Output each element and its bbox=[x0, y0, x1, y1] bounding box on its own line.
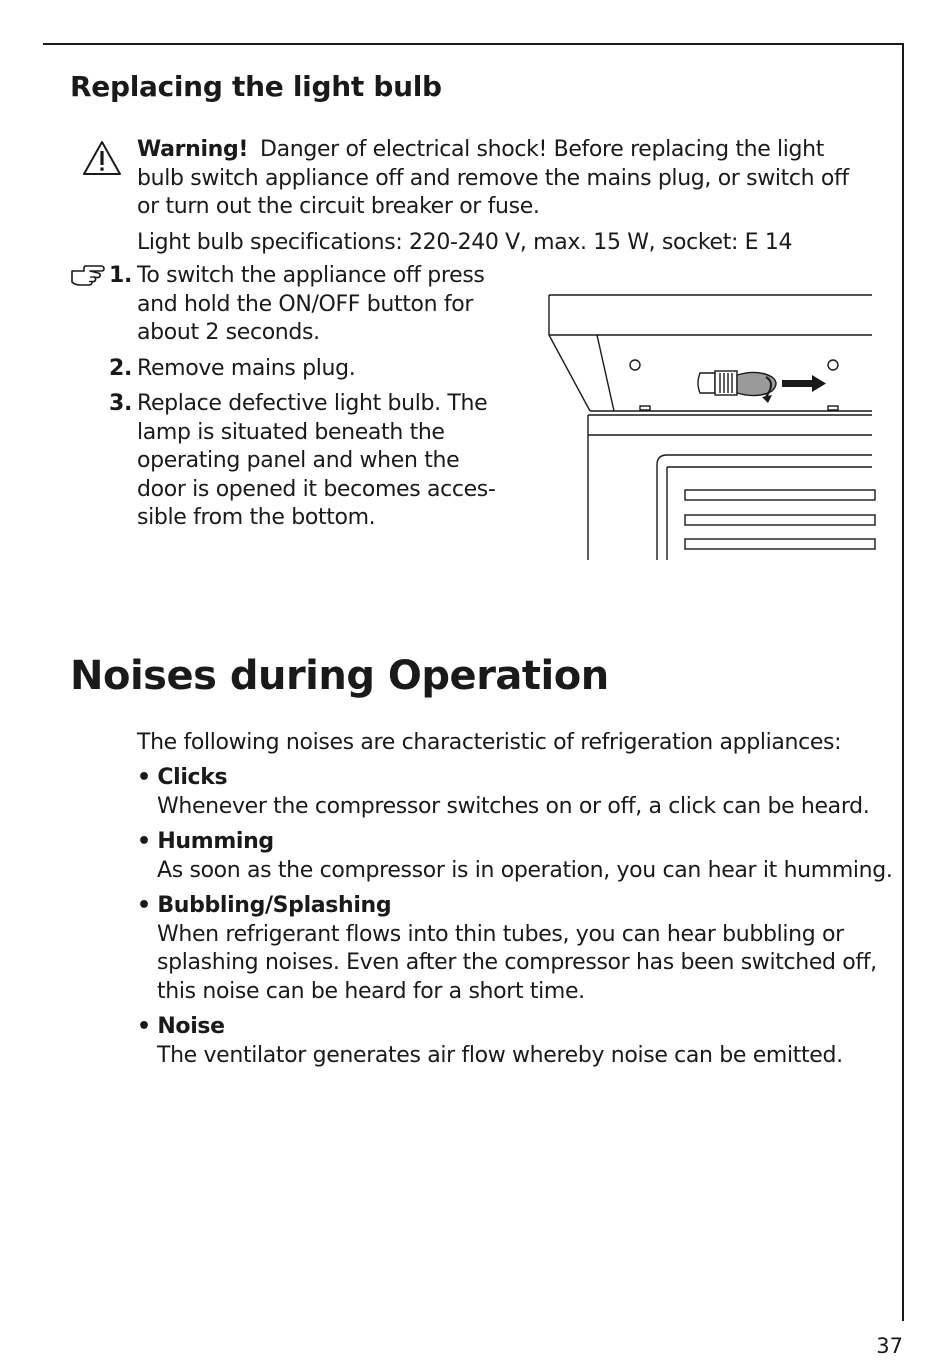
lamp-illustration bbox=[540, 285, 880, 570]
top-rule bbox=[43, 43, 904, 45]
noises-intro: The following noises are characteristic of refrigeration appliances: bbox=[137, 730, 842, 755]
right-rule bbox=[902, 43, 904, 1321]
section-title: Replacing the light bulb bbox=[70, 70, 442, 103]
noise-item bbox=[137, 1013, 897, 1070]
steps-list bbox=[0, 262, 500, 540]
page-number: 37 bbox=[876, 1334, 903, 1358]
noise-name: Bubbling/Splashing bbox=[157, 893, 392, 918]
step-text: Remove mains plug. bbox=[137, 355, 356, 381]
step-number: 3. bbox=[109, 391, 132, 416]
step-number: 1. bbox=[109, 263, 132, 288]
step-number: 2. bbox=[109, 355, 132, 381]
bullet: • bbox=[137, 1014, 151, 1039]
noise-description: The ventilator generates air flow whereby noise can be emitted. bbox=[157, 1042, 843, 1068]
noise-item bbox=[137, 764, 897, 821]
warning-paragraph bbox=[137, 136, 877, 222]
step-item bbox=[0, 355, 500, 384]
noise-item bbox=[137, 892, 897, 1006]
step-text: To switch the appliance off press and hold the ON/OFF button for about 2 seconds. bbox=[137, 263, 485, 345]
step-item bbox=[0, 390, 500, 533]
noise-description: When refrigerant flows into thin tubes, you can hear bubbling or splashing noises. Even after the compressor has been switched off, this noise can be heard for a short time. bbox=[157, 921, 877, 1004]
noise-name: Noise bbox=[157, 1014, 225, 1039]
step-item bbox=[0, 262, 500, 348]
bullet: • bbox=[137, 765, 151, 790]
warning-label: Warning! bbox=[137, 137, 249, 162]
noise-description: As soon as the compressor is in operation, you can hear it humming. bbox=[157, 857, 893, 883]
bullet: • bbox=[137, 829, 151, 854]
bullet: • bbox=[137, 893, 151, 918]
warning-text: Danger of electrical shock! Before replacing the light bulb switch appliance off and remove the mains plug, or switch off or turn out the circuit breaker or fuse. bbox=[137, 137, 849, 219]
bulb-specifications: Light bulb specifications: 220-240 V, max. 15 W, socket: E 14 bbox=[137, 230, 793, 255]
noise-item bbox=[137, 828, 897, 885]
noise-name: Clicks bbox=[157, 765, 228, 790]
noise-description: Whenever the compressor switches on or off, a click can be heard. bbox=[157, 793, 870, 819]
warning-triangle-icon bbox=[82, 140, 122, 176]
noises-title: Noises during Operation bbox=[70, 653, 609, 699]
step-text: Replace defective light bulb. The lamp is situated beneath the operating panel and when the door is opened it becomes acces- sible from the bottom. bbox=[137, 391, 496, 530]
noise-name: Humming bbox=[157, 829, 274, 854]
noises-list bbox=[137, 764, 897, 1077]
